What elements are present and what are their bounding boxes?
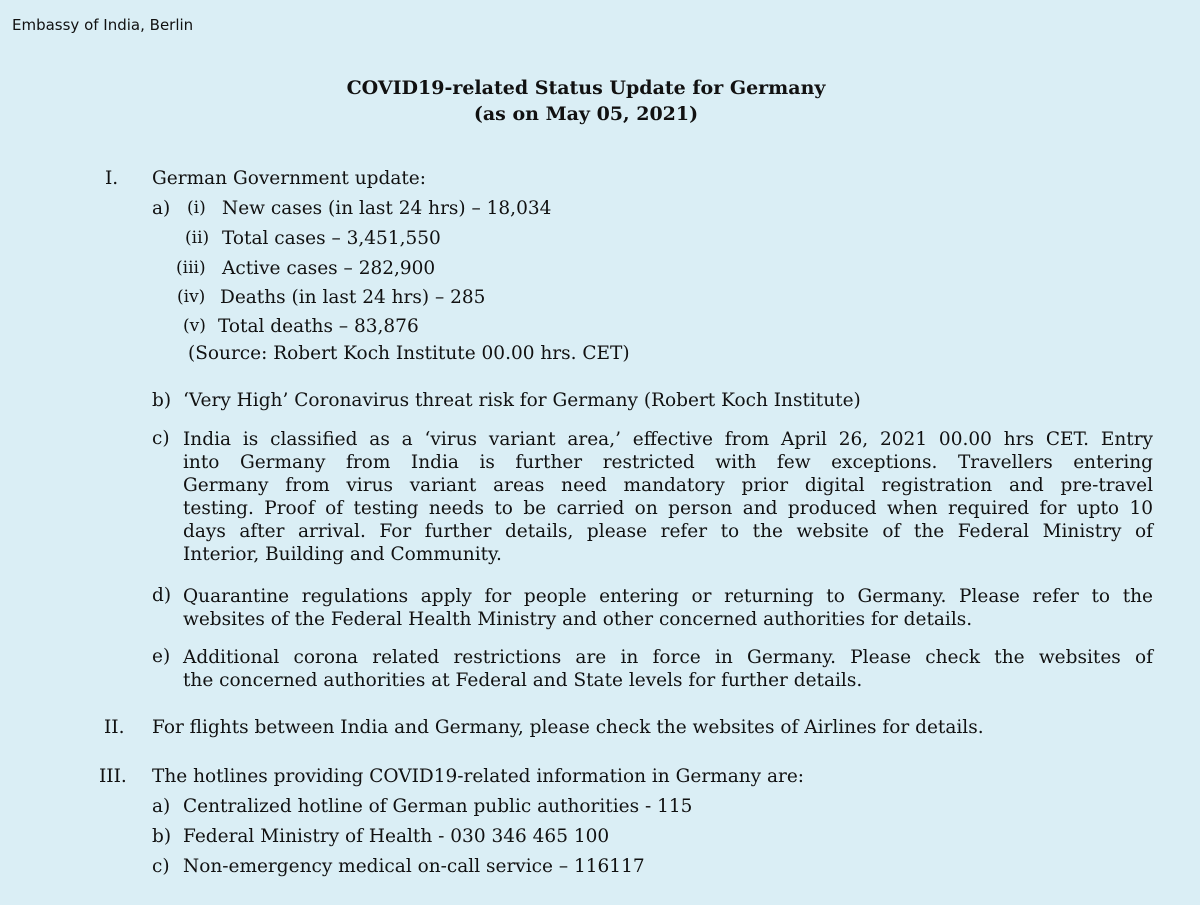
paragraph-line: testing. Proof of testing needs to be carried on person and produced when required for upto 10 [183,498,1153,519]
hotlines-heading: The hotlines providing COVID19-related information in Germany are: [152,766,805,787]
paragraph-line: Quarantine regulations apply for people entering or returning to Germany. Please refer to the [183,586,1153,607]
quarantine-paragraph [183,585,1153,631]
hotline-health-ministry: Federal Ministry of Health - 030 346 465 100 [183,826,610,847]
flights-text: For flights between India and Germany, please check the websites of Airlines for details. [152,717,984,738]
paragraph-line: India is classified as a ‘virus variant area,’ effective from April 26, 2021 00.00 hrs CET. Entry [183,429,1153,450]
item-a-marker: a) [152,198,171,219]
stat-numeral: (v) [183,316,206,336]
item-e-marker: e) [152,646,171,667]
stat-total-deaths: Total deaths – 83,876 [218,316,419,337]
india-variant-paragraph [183,428,1153,566]
section-3-numeral: III. [99,766,127,787]
section-1-heading: German Government update: [152,168,426,189]
stat-numeral: (i) [187,198,206,218]
item-b-marker: b) [152,390,172,411]
paragraph-line: the concerned authorities at Federal and State levels for further details. [183,670,863,691]
paragraph-line: Germany from virus variant areas need mandatory prior digital registration and pre-travel [183,475,1153,496]
page-title: COVID19-related Status Update for Germany [346,77,826,99]
stat-deaths-24h: Deaths (in last 24 hrs) – 285 [220,287,486,308]
paragraph-line: days after arrival. For further details, please refer to the website of the Federal Ministry of [183,521,1153,542]
stat-numeral: (iii) [176,258,206,278]
stat-active-cases: Active cases – 282,900 [222,258,436,279]
paragraph-line: Additional corona related restrictions are in force in Germany. Please check the websites of [183,647,1153,668]
paragraph-line: Interior, Building and Community. [183,544,502,565]
section-1-numeral: I. [105,168,119,189]
restrictions-paragraph [183,646,1153,692]
hotline-b-marker: b) [152,826,172,847]
stat-numeral: (iv) [177,287,206,307]
paragraph-line: into Germany from India is further restricted with few exceptions. Travellers entering [183,452,1153,473]
section-2-numeral: II. [104,717,125,738]
item-d-marker: d) [152,585,172,606]
stats-source: (Source: Robert Koch Institute 00.00 hrs. CET) [188,343,630,364]
stat-numeral: (ii) [185,228,210,248]
embassy-header: Embassy of India, Berlin [12,16,194,34]
stat-total-cases: Total cases – 3,451,550 [222,228,441,249]
hotline-on-call-service: Non-emergency medical on-call service – 116117 [183,856,645,877]
item-c-marker: c) [152,428,170,449]
stat-new-cases: New cases (in last 24 hrs) – 18,034 [222,198,552,219]
hotline-c-marker: c) [152,856,170,877]
paragraph-line: websites of the Federal Health Ministry and other concerned authorities for details. [183,609,973,630]
hotline-a-marker: a) [152,796,171,817]
page-subtitle-date: (as on May 05, 2021) [473,103,699,125]
hotline-public-authorities: Centralized hotline of German public authorities - 115 [183,796,693,817]
threat-risk-text: ‘Very High’ Coronavirus threat risk for Germany (Robert Koch Institute) [183,390,861,411]
